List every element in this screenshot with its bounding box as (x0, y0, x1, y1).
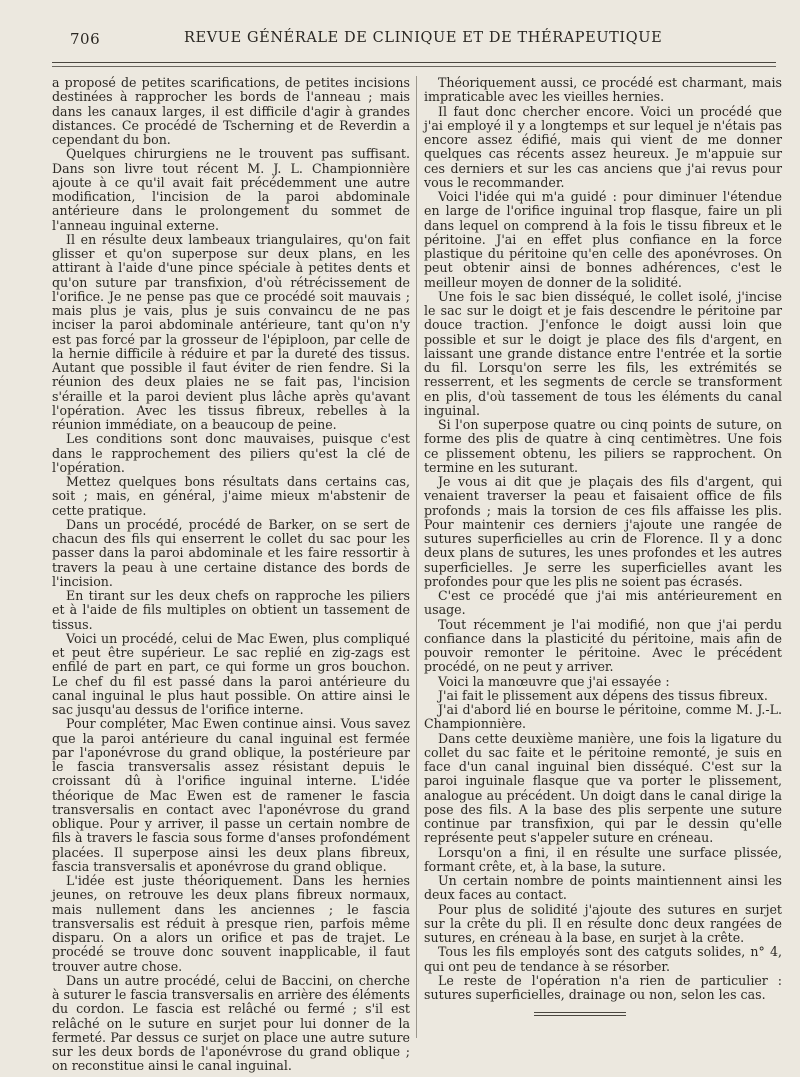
right-column (424, 76, 782, 1002)
paragraph: Voici un procédé, celui de Mac Ewen, plus compliqué et peut être supérieur. Le sac replié en zig-zags est enfilé de part en part, ce qui forme un gros bouchon. Le chef du fil est passé dans la paroi antérieure du canal inguinal le plus haut possible. On attire ainsi le sac jusqu'au dessus de l'orifice interne. (52, 630, 410, 717)
end-of-article-rule (534, 1012, 626, 1013)
paragraph: Mettez quelques bons résultats dans certains cas, soit ; mais, en général, j'aime mieux m'abstenir de cette pratique. (52, 474, 410, 518)
paragraph: J'ai fait le plissement aux dépens des tissus fibreux. (438, 687, 768, 703)
paragraph: a proposé de petites scarifications, de petites incisions destinées à rapprocher les bords de l'anneau ; mais dans les canaux larges, il est difficile d'agir à grandes distances. Ce procédé de Tscherning et de Reverdin a cependant du bon. (52, 75, 410, 147)
paragraph: Un certain nombre de points maintiennent ainsi les deux faces au contact. (424, 873, 782, 903)
paragraph: Une fois le sac bien disséqué, le collet isolé, j'incise le sac sur le doigt et je fais descendre le péritoine par douce traction. J'enfonce le doigt aussi loin que possible et sur le doigt je place des fils d'argent, en laissant une grande distance entre l'entrée et la sortie du fil. Lorsqu'on serre les fils, les extrémités se resserrent, et les segments de cercle se transforment en plis, d'où tassement de tous les éléments du canal inguinal. (424, 288, 782, 418)
paragraph: J'ai d'abord lié en bourse le péritoine, comme M. J.-L. Championnière. (424, 702, 782, 732)
paragraph: Le reste de l'opération n'a rien de particulier : sutures superficielles, drainage ou non, selon les cas. (424, 972, 782, 1002)
paragraph: Lorsqu'on a fini, il en résulte une surface plissée, formant crête, et, à la base, la suture. (424, 844, 782, 874)
paragraph: L'idée est juste théoriquement. Dans les hernies jeunes, on retrouve les deux plans fibreux normaux, mais nullement dans les anciennes ; le fascia transversalis est réduit à presque rien, parfois même disparu. On a alors un orifice et pas de trajet. Le procédé se trouve donc souvent inapplicable, il faut trouver autre chose. (52, 873, 410, 974)
paragraph: Voici l'idée qui m'a guidé : pour diminuer l'étendue en large de l'orifice inguinal trop flasque, faire un pli dans lequel on comprend à la fois le tissu fibreux et le péritoine. J'ai en effet plus confiance en la force plastique du péritoine qu'en celle des aponévroses. On peut obtenir ainsi de bonnes adhérences, c'est le meilleur moyen de donner de la solidité. (424, 189, 782, 290)
paragraph: Si l'on superpose quatre ou cinq points de suture, on forme des plis de quatre à cinq centimètres. Une fois ce plissement obtenu, les piliers se rapprochent. On termine en les suturant. (424, 417, 782, 475)
page-number: 706 (70, 30, 101, 48)
header-rule (52, 62, 776, 63)
paragraph: Il faut donc chercher encore. Voici un procédé que j'ai employé il y a longtemps et sur lequel je n'étais pas encore assez édifié, mais qui vient de me donner quelques cas récents assez heureux. Je m'appuie sur ces derniers et sur les cas anciens que j'ai revus pour vous le recommander. (424, 103, 782, 190)
column-divider (416, 76, 417, 1038)
paragraph: En tirant sur les deux chefs on rapproche les piliers et à l'aide de fils multiples on obtient un tassement de tissus. (52, 588, 410, 632)
paragraph: Dans cette deuxième manière, une fois la ligature du collet du sac faite et le péritoine remonté, je suis en face d'un canal inguinal bien disséqué. C'est sur la paroi inguinale flasque que va porter le plissement, analogue au précédent. Un doigt dans le canal dirige la pose des fils. A la base des plis serpente une suture continue par transfixion, qui par le dessin qu'elle représente peut s'appeler suture en créneau. (424, 730, 782, 846)
paragraph: Pour compléter, Mac Ewen continue ainsi. Vous savez que la paroi antérieure du canal inguinal est fermée par l'aponévrose du grand oblique, la postérieure par le fascia transversalis assez résistant depuis le croissant dû à l'orifice inguinal interne. L'idée théorique de Mac Ewen est de ramener le fascia transversalis en contact avec l'aponévrose du grand oblique. Pour y arriver, il passe un certain nombre de fils à travers le fascia sous forme d'anses profondément placées. Il superpose ainsi les deux plans fibreux, fascia transversalis et aponévrose du grand oblique. (52, 716, 410, 874)
left-column (52, 76, 410, 1074)
paragraph: Il en résulte deux lambeaux triangulaires, qu'on fait glisser et qu'on superpose sur deux plans, en les attirant à l'aide d'une pince spéciale à petites dents et qu'on suture par transfixion, d'où rétrécissement de l'orifice. Je ne pense pas que ce procédé soit mauvais ; mais plus je vais, plus je suis convaincu de ne pas inciser la paroi abdominale antérieure, tant qu'on n'y est pas forcé par la grosseur de l'épiploon, par celle de la hernie difficile à réduire et par la dureté des tissus. Autant que possible il faut éviter de rien fendre. Si la réunion des deux plaies ne se fait pas, l'incision s'éraille et la paroi devient plus lâche après qu'avant l'opération. Avec les tissus fibreux, rebelles à la réunion immédiate, on a beaucoup de peine. (52, 231, 410, 432)
paragraph: Théoriquement aussi, ce procédé est charmant, mais impraticable avec les vieilles hernies. (424, 75, 782, 105)
paragraph: Dans un autre procédé, celui de Baccini, on cherche à suturer le fascia transversalis en arrière des éléments du cordon. Le fascia est relâché ou fermé ; s'il est relâché on le suture en surjet pour lui donner de la fermeté. Par dessus ce surjet on place une autre suture sur les deux bords de l'aponévrose du grand oblique ; on reconstitue ainsi le canal inguinal. (52, 972, 410, 1074)
paragraph: Les conditions sont donc mauvaises, puisque c'est dans le rapprochement des piliers qu'est la clé de l'opération. (52, 431, 410, 475)
paragraph: Je vous ai dit que je plaçais des fils d'argent, qui venaient traverser la peau et faisaient office de fils profonds ; mais la torsion de ces fils affaisse les plis. Pour maintenir ces derniers j'ajoute une rangée de sutures superficielles au crin de Florence. Il y a donc deux plans de sutures, les unes profondes et les autres superficielles. Je serre les superficielles avant les profondes pour que les plis ne soient pas écrasés. (424, 474, 782, 589)
paragraph: Pour plus de solidité j'ajoute des sutures en surjet sur la crête du pli. Il en résulte donc deux rangées de sutures, en créneau à la base, en surjet à la crête. (424, 901, 782, 945)
paragraph: Quelques chirurgiens ne le trouvent pas suffisant. Dans son livre tout récent M. J. L. Championnière ajoute à ce qu'il avait fait précédemment une autre modification, l'incision de la paroi abdominale antérieure dans le prolongement du sommet de l'anneau inguinal externe. (52, 146, 410, 233)
paragraph: Tous les fils employés sont des catguts solides, n° 4, qui ont peu de tendance à se résorber. (424, 944, 782, 974)
paragraph: Tout récemment je l'ai modifié, non que j'ai perdu confiance dans la plasticité du péritoine, mais afin de pouvoir remonter le péritoine. Avec le précédent procédé, on ne peut y arriver. (424, 616, 782, 675)
running-title: REVUE GÉNÉRALE DE CLINIQUE ET DE THÉRAPEUTIQUE (184, 30, 663, 46)
paragraph: C'est ce procédé que j'ai mis antérieurement en usage. (424, 588, 782, 618)
page-header (52, 28, 776, 50)
paragraph: Voici la manœuvre que j'ai essayée : (438, 673, 670, 689)
paragraph: Dans un procédé, procédé de Barker, on se sert de chacun des fils qui enserrent le collet du sac pour les passer dans la paroi abdominale et les faire ressortir à travers la peau à une certaine distance des bords de l'incision. (52, 516, 410, 589)
header-rule-secondary (52, 66, 776, 67)
end-of-article-rule-secondary (534, 1015, 626, 1016)
